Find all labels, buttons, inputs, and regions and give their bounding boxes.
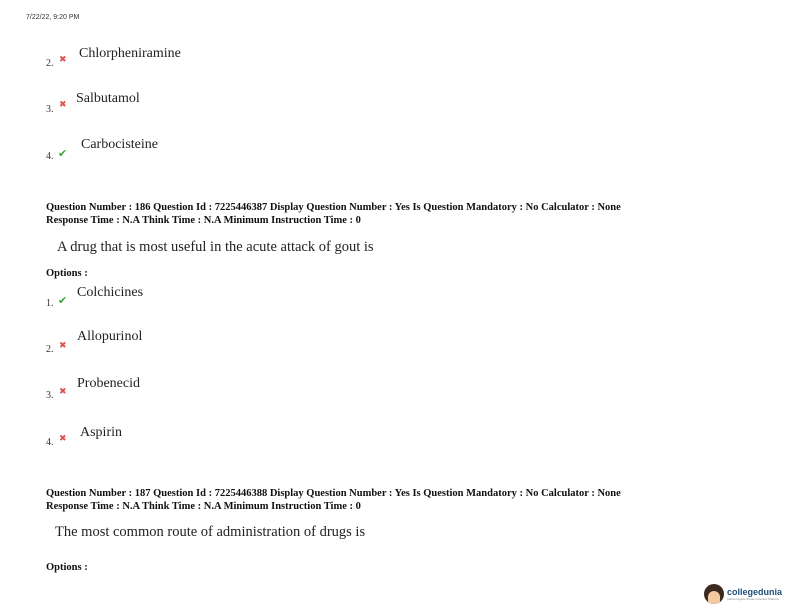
cross-icon: ✖: [59, 387, 67, 397]
cross-icon: ✖: [59, 434, 67, 444]
question-meta-line: Question Number : 187 Question Id : 7225446388 Display Question Number : Yes Is Question Mandatory : No Calculator : None: [46, 488, 621, 499]
option-text: Probenecid: [77, 376, 140, 391]
question-text: The most common route of administration of drugs is: [55, 524, 366, 540]
question-meta-line: Question Number : 186 Question Id : 7225446387 Display Question Number : Yes Is Question Mandatory : No Calculator : None: [46, 202, 621, 213]
timestamp: 7/22/22, 9:20 PM: [26, 14, 80, 21]
option-text: Chlorpheniramine: [79, 46, 181, 61]
option-number: 2.: [46, 344, 54, 355]
option-number: 3.: [46, 104, 54, 115]
logo-tagline: India's largest Student Review Platform: [726, 597, 780, 601]
option-number: 1.: [46, 298, 54, 309]
question-meta: [46, 487, 621, 513]
collegedunia-logo: [704, 584, 782, 604]
cross-icon: ✖: [59, 341, 67, 351]
option-text: Carbocisteine: [81, 137, 158, 152]
option-number: 3.: [46, 390, 54, 401]
check-icon: ✔: [58, 294, 68, 307]
option-number: 4.: [46, 437, 54, 448]
avatar-icon: [704, 584, 724, 604]
question-meta-line: Response Time : N.A Think Time : N.A Minimum Instruction Time : 0: [46, 215, 361, 226]
question-meta-line: Response Time : N.A Think Time : N.A Minimum Instruction Time : 0: [46, 501, 361, 512]
cross-icon: ✖: [59, 100, 67, 110]
options-label: Options :: [46, 562, 88, 573]
logo-name: collegedunia: [726, 587, 782, 597]
check-icon: ✔: [58, 147, 68, 160]
option-text: Aspirin: [80, 425, 122, 440]
option-text: Salbutamol: [76, 91, 140, 106]
option-number: 2.: [46, 58, 54, 69]
question-text: A drug that is most useful in the acute attack of gout is: [57, 239, 374, 255]
question-meta: [46, 201, 621, 227]
options-label: Options :: [46, 268, 88, 279]
option-number: 4.: [46, 151, 54, 162]
option-text: Colchicines: [77, 285, 144, 300]
cross-icon: ✖: [59, 55, 67, 65]
option-text: Allopurinol: [77, 329, 143, 344]
